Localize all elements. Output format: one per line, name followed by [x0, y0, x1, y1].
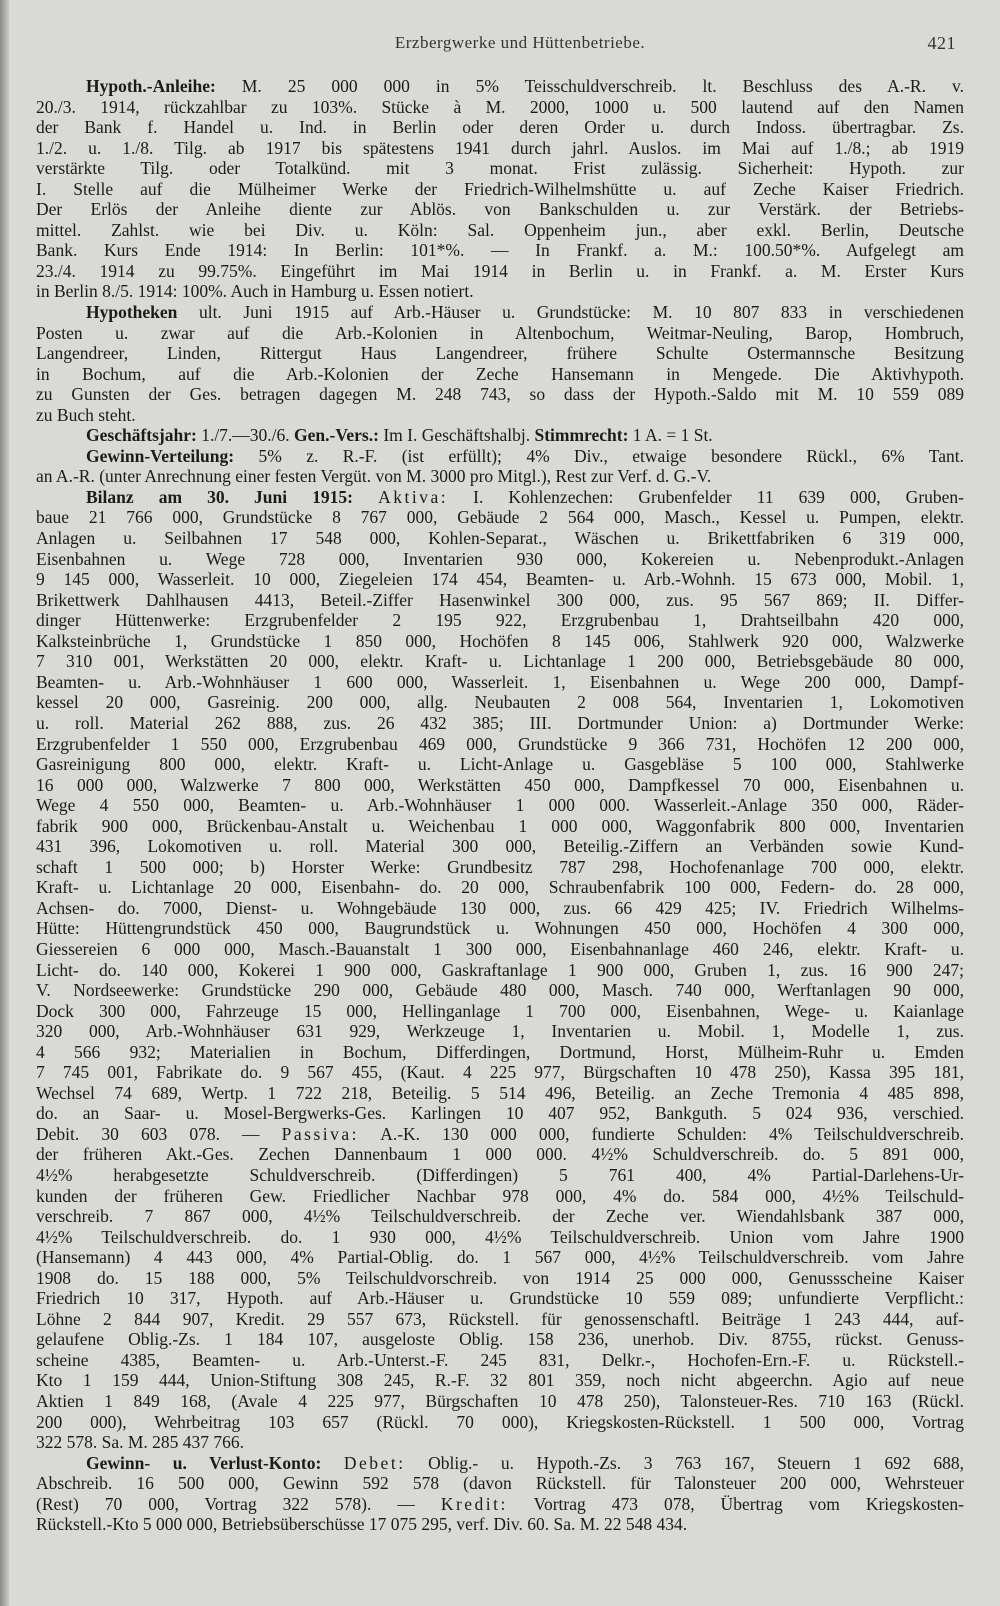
text-segment: Anlagen u. Seilbahnen 17 548 000, Kohlen-Separat., Wäschen u. Brikettfabriken 6 319 000, [36, 528, 964, 549]
text-line [36, 138, 964, 159]
text-line [36, 1391, 964, 1412]
text-line [36, 343, 964, 364]
text-segment: schaft 1 500 000; b) Horster Werke: Grundbesitz 787 298, Hochofenanlage 700 000, elektr. [36, 856, 964, 877]
text-segment: 16 000 000, Walzwerke 7 800 000, Werkstätten 450 000, Dampfkessel 70 000, Eisenbahnen u. [36, 774, 964, 795]
text-line [36, 1432, 964, 1453]
text-segment: Im I. Geschäftshalbj. [378, 425, 535, 446]
text-line [36, 816, 964, 837]
text-segment: dinger Hüttenwerke: Erzgrubenfelder 2 195 922, Erzgrubenbau 1, Drahtseilbahn 420 000, [36, 610, 964, 631]
page-number: 421 [927, 33, 956, 53]
text-segment: mittel. Zahlst. wie bei Div. u. Köln: Sal. Oppenheim jun., aber exkl. Berlin, Deutsche [36, 219, 964, 240]
text-segment: Vortrag 473 078, Übertrag vom Kriegskosten- [507, 1493, 964, 1514]
text-segment: u. roll. Material 262 888, zus. 26 432 385; III. Dortmunder Union: a) Dortmunder Werke: [36, 712, 964, 733]
text-line [36, 1494, 964, 1515]
text-segment: gelaufene Oblig.-Zs. 1 184 107, ausgeloste Oblig. 158 236, unerhob. Div. 8755, rückst. Genuss- [36, 1329, 964, 1350]
text-line [36, 1124, 964, 1145]
text-segment: Giessereien 6 000 000, Masch.-Bauanstalt 1 300 000, Eisenbahnanlage 460 246, elektr. Kraft- u. [36, 938, 964, 959]
text-line [36, 672, 964, 693]
text-segment: Gasreinigung 800 000, elektr. Kraft- u. Licht-Anlage u. Gasgebläse 5 100 000, Stahlwerke [36, 754, 964, 775]
text-line [36, 1206, 964, 1227]
text-segment: 5% z. R.-F. (ist erfüllt); 4% Div., etwaige besondere Rückl., 6% Tant. [234, 445, 964, 466]
spaced-label: Kredit: [440, 1493, 508, 1514]
text-line [36, 1227, 964, 1248]
text-line [36, 939, 964, 960]
text-line [36, 1473, 964, 1494]
text-segment: Löhne 2 844 907, Kredit. 29 557 673, Rückstell. für genossenschaftl. Beiträge 1 243 444, auf- [36, 1308, 964, 1329]
text-segment: 20./3. 1914, rückzahlbar zu 103%. Stücke à M. 2000, 1000 u. 500 lautend auf den Namen [36, 96, 964, 117]
text-line [36, 569, 964, 590]
spaced-label: Passiva: [281, 1123, 360, 1144]
paragraph [36, 1453, 964, 1535]
text-segment: Kraft- u. Lichtanlage 20 000, Eisenbahn- do. 20 000, Schraubenfabrik 100 000, Federn- do. 28 000, [36, 877, 964, 898]
section-heading: Gewinn- u. Verlust-Konto: [86, 1452, 322, 1473]
text-segment: kessel 20 000, Gasreinig. 200 000, allg. Neubauten 2 008 564, Inventarien 1, Lokomotiven [36, 692, 964, 713]
text-line [36, 261, 964, 282]
text-line [36, 1514, 964, 1535]
text-segment: scheine 4385, Beamten- u. Arb.-Unterst.-F. 245 831, Delkr.-, Hochofen-Ern.-F. u. Rückstell.- [36, 1349, 964, 1370]
text-segment: Kalksteinbrüche 1, Grundstücke 1 850 000, Hochöfen 8 145 006, Stahlwerk 920 000, Walzwerke [36, 630, 964, 651]
running-head [0, 33, 1000, 57]
text-line [36, 754, 964, 775]
text-segment: fabrik 900 000, Brückenbau-Anstalt u. Weichenbau 1 000 000, Waggonfabrik 800 000, Inventarien [36, 815, 964, 836]
text-line [36, 487, 964, 508]
text-segment: Der Erlös der Anleihe diente zur Ablös. von Bankschulden u. zur Verstärk. der Betriebs- [36, 199, 964, 220]
text-line [36, 631, 964, 652]
text-line [36, 1144, 964, 1165]
text-segment: 7 310 001, Werkstätten 20 000, elektr. Kraft- u. Lichtanlage 1 200 000, Betriebsgebäude 80 000, [36, 651, 964, 672]
text-line [36, 117, 964, 138]
text-line [36, 1103, 964, 1124]
text-line [36, 97, 964, 118]
text-segment [353, 487, 378, 507]
text-segment: der früheren Akt.-Ges. Zechen Dannenbaum 1 000 000. 4½% Schuldverschreib. do. 5 891 000, [36, 1144, 964, 1165]
text-line [36, 323, 964, 344]
text-line [36, 1186, 964, 1207]
text-line [36, 836, 964, 857]
text-line [36, 1001, 964, 1022]
text-line [36, 466, 964, 487]
section-heading: Bilanz am 30. Juni 1915: [86, 486, 354, 507]
text-segment: in Berlin 8./5. 1914: 100%. Auch in Hamburg u. Essen notiert. [36, 281, 474, 302]
text-segment: Wege 4 550 000, Beamten- u. Arb.-Wohnhäuser 1 000 000. Wasserleit.-Anlage 350 000, Räder- [36, 795, 964, 816]
text-segment: 4½% herabgesetzte Schuldverschreib. (Differdingen) 5 761 400, 4% Partial-Darlehens-Ur- [36, 1164, 964, 1185]
text-segment: 431 396, Lokomotiven u. roll. Material 300 000, Beteilig.-Ziffern an Verbänden sowie Kund- [36, 836, 964, 857]
document-body [36, 76, 964, 1535]
text-line [36, 405, 964, 426]
text-line [36, 734, 964, 755]
text-segment: Hütte: Hüttengrundstück 450 000, Baugrundstück u. Wohnungen 450 000, Hochöfen 4 300 000, [36, 918, 964, 939]
text-line [36, 1370, 964, 1391]
text-segment: I. Kohlenzechen: Grubenfelder 11 639 000, Gruben- [448, 486, 964, 507]
text-line [36, 549, 964, 570]
text-segment: baue 21 766 000, Grundstücke 8 767 000, Gebäude 2 564 000, Masch., Kessel u. Pumpen, elektr. [36, 507, 964, 528]
paragraph [36, 425, 964, 446]
text-line [36, 302, 964, 323]
paragraph [36, 487, 964, 1453]
text-line [36, 240, 964, 261]
text-segment: Licht- do. 140 000, Kokerei 1 900 000, Gaskraftanlage 1 900 000, Gruben 1, zus. 16 900 247; [36, 959, 964, 980]
paragraph [36, 446, 964, 487]
text-line [36, 795, 964, 816]
text-segment: 9 145 000, Wasserleit. 10 000, Ziegeleien 174 454, Beamten- u. Arb.-Wohnh. 15 673 000, Mobil. 1, [36, 569, 964, 590]
text-line [36, 1453, 964, 1474]
running-title: Erzbergwerke und Hüttenbetriebe. [394, 33, 646, 52]
text-segment: in Bochum, auf die Arb.-Kolonien der Zeche Hansemann in Mengede. Die Aktivhypoth. [36, 363, 964, 384]
text-line [36, 507, 964, 528]
text-segment: Oblig.- u. Hypoth.-Zs. 3 763 167, Steuern 1 692 688, [405, 1452, 965, 1473]
text-line [36, 1165, 964, 1186]
text-segment: Wechsel 74 689, Wertp. 1 722 218, Beteilig. 5 514 496, Beteilig. an Zeche Tremonia 4 485 898, [36, 1082, 964, 1103]
text-segment: Langendreer, Linden, Rittergut Haus Langendreer, frühere Schulte Ostermannsche Besitzung [36, 343, 964, 364]
text-segment: 1./2. u. 1./8. Tilg. ab 1917 bis spätestens 1941 durch jahrl. Auslos. im Mai auf 1./8.; ab 1919 [36, 137, 964, 158]
text-line [36, 281, 964, 302]
text-line [36, 425, 964, 446]
text-segment: 4 566 932; Materialien in Bochum, Differdingen, Dortmund, Horst, Mülheim-Ruhr u. Emden [36, 1041, 964, 1062]
text-segment: Debit. 30 603 078. — [36, 1123, 282, 1144]
text-line [36, 1412, 964, 1433]
text-segment: 4½% Teilschuldverschreib. do. 1 930 000, 4½% Teilschuldverschreib. Union vom Jahre 1900 [36, 1226, 964, 1247]
text-segment: Brikettwerk Dahlhausen 4413, Beteil.-Ziffer Hasenwinkel 300 000, zus. 95 567 869; II. Differ- [36, 589, 964, 610]
text-line [36, 384, 964, 405]
text-line [36, 1350, 964, 1371]
text-segment: 200 000), Wehrbeitrag 103 657 (Rückl. 70 000), Kriegskosten-Rückstell. 1 500 000, Vortrag [36, 1411, 964, 1432]
text-segment: (Rest) 70 000, Vortrag 322 578). — [36, 1493, 441, 1514]
text-line [36, 1083, 964, 1104]
text-segment: Abschreib. 16 500 000, Gewinn 592 578 (davon Rückstell. für Talonsteuer 200 000, Wehrsteuer [36, 1473, 964, 1494]
section-heading: Hypotheken [86, 302, 178, 323]
text-segment: an A.-R. (unter Anrechnung einer festen Vergüt. von M. 3000 pro Mitgl.), Rest zur Verf. d. G.-V. [36, 466, 712, 487]
text-line [36, 1268, 964, 1289]
text-segment: A.-K. 130 000 000, fundierte Schulden: 4% Teilschuldverschreib. [359, 1123, 964, 1144]
text-line [36, 898, 964, 919]
text-segment: V. Nordseewerke: Grundstücke 290 000, Gebäude 480 000, Masch. 740 000, Werftanlagen 90 000, [36, 980, 964, 1001]
text-line [36, 692, 964, 713]
text-segment: 7 745 001, Fabrikate do. 9 567 455, (Kaut. 4 225 977, Bürgschaften 10 478 250), Kassa 395 181, [36, 1062, 964, 1083]
text-segment: verschreib. 7 867 000, 4½% Teilschuldverschreib. der Zeche ver. Wiendahlsbank 387 000, [36, 1206, 964, 1227]
text-segment: Friedrich 10 317, Hypoth. auf Arb.-Häuser u. Grundstücke 10 559 089; unfundierte Verpflicht.: [36, 1288, 964, 1309]
text-segment: Posten u. zwar auf die Arb.-Kolonien in Altenbochum, Weitmar-Neuling, Barop, Hombruch, [36, 322, 964, 343]
text-segment: Eisenbahnen u. Wege 728 000, Inventarien 930 000, Kokereien u. Nebenprodukt.-Anlagen [36, 548, 964, 569]
text-segment: 322 578. Sa. M. 285 437 766. [36, 1432, 245, 1453]
text-segment: I. Stelle auf die Mülheimer Werke der Friedrich-Wilhelmshütte u. auf Zeche Kaiser Friedrich. [36, 178, 964, 199]
text-segment: Aktien 1 849 168, (Avale 4 225 977, Bürgschaften 10 478 250), Talonsteuer-Res. 710 163 (Rückl. [36, 1391, 964, 1411]
text-segment: Kto 1 159 444, Union-Stiftung 308 245, R.-F. 32 801 359, noch nicht abgeerchn. Agio auf neue [36, 1370, 964, 1391]
text-segment: Erzgrubenfelder 1 550 000, Erzgrubenbau 469 000, Grundstücke 9 366 731, Hochöfen 12 200 000, [36, 733, 964, 754]
text-segment: Dock 300 000, Fahrzeuge 15 000, Hellinganlage 1 700 000, Eisenbahnen, Wege- u. Kaianlage [36, 1000, 964, 1021]
text-segment: verstärkte Tilg. oder Totalkünd. mit 3 monat. Frist zulässig. Sicherheit: Hypoth. zur [36, 158, 964, 179]
text-segment: kunden der früheren Gew. Friedlicher Nachbar 978 000, 4% do. 584 000, 4½% Teilschuld- [36, 1185, 964, 1206]
text-segment: Bank. Kurs Ende 1914: In Berlin: 101*%. — In Frankf. a. M.: 100.50*%. Aufgelegt am [36, 240, 964, 261]
text-line [36, 158, 964, 179]
section-heading: Stimmrecht: [534, 425, 629, 446]
text-line [36, 610, 964, 631]
text-line [36, 179, 964, 200]
text-segment: 1./7.—30./6. [196, 425, 295, 446]
section-heading: Gen.-Vers.: [294, 425, 379, 446]
text-line [36, 1309, 964, 1330]
text-line [36, 857, 964, 878]
text-line [36, 960, 964, 981]
text-line [36, 528, 964, 549]
text-segment: M. 25 000 000 in 5% Teisschuldverschreib. lt. Beschluss des A.-R. v. [215, 76, 964, 96]
text-segment: zu Buch steht. [36, 404, 136, 425]
section-heading: Gewinn-Verteilung: [86, 445, 235, 466]
text-segment: do. an Saar- u. Mosel-Bergwerks-Ges. Karlingen 10 407 952, Bankguth. 5 024 936, verschied. [36, 1103, 964, 1124]
text-segment: Beamten- u. Arb.-Wohnhäuser 1 600 000, Wasserleit. 1, Eisenbahnen u. Wege 200 000, Dampf- [36, 671, 964, 692]
text-segment: zu Gunsten der Ges. betragen dagegen M. 248 743, so dass der Hypoth.-Saldo mit M. 10 559 089 [36, 384, 964, 405]
text-line [36, 651, 964, 672]
text-line [36, 918, 964, 939]
text-segment: 1 A. = 1 St. [628, 425, 713, 446]
text-segment: Achsen- do. 7000, Dienst- u. Wohngebäude 130 000, zus. 66 429 425; IV. Friedrich Wilhelms- [36, 897, 964, 918]
text-line [36, 713, 964, 734]
spaced-label: Debet: [343, 1452, 406, 1473]
text-line [36, 220, 964, 241]
text-segment: 320 000, Arb.-Wohnhäuser 631 929, Werkzeuge 1, Inventarien u. Mobil. 1, Modelle 1, zus. [36, 1021, 964, 1042]
paragraph [36, 76, 964, 302]
spaced-label: Aktiva: [378, 486, 449, 507]
text-segment: 23./4. 1914 zu 99.75%. Eingeführt im Mai 1914 in Berlin u. in Frankf. a. M. Erster Kurs [36, 260, 964, 281]
section-heading: Geschäftsjahr: [86, 425, 197, 446]
text-line [36, 446, 964, 467]
text-line [36, 199, 964, 220]
text-segment [321, 1453, 344, 1473]
text-line [36, 1329, 964, 1350]
text-segment: (Hansemann) 4 443 000, 4% Partial-Oblig. do. 1 567 000, 4½% Teilschuldverschreib. vom Jahre [36, 1247, 964, 1268]
text-line [36, 1021, 964, 1042]
paragraph [36, 302, 964, 425]
text-line [36, 775, 964, 796]
text-segment: Rückstell.-Kto 5 000 000, Betriebsüberschüsse 17 075 295, verf. Div. 60. Sa. M. 22 548 434. [36, 1514, 688, 1535]
text-line [36, 1062, 964, 1083]
text-line [36, 877, 964, 898]
text-segment: 1908 do. 15 188 000, 5% Teilschuldvorschreib. von 1914 25 000 000, Genussscheine Kaiser [36, 1267, 964, 1288]
text-line [36, 1247, 964, 1268]
scan-page-edge [0, 0, 9, 1606]
section-heading: Hypoth.-Anleihe: [86, 76, 216, 96]
text-line [36, 1288, 964, 1309]
text-segment: ult. Juni 1915 auf Arb.-Häuser u. Grundstücke: M. 10 807 833 in verschiedenen [177, 302, 964, 323]
text-line [36, 364, 964, 385]
text-line [36, 590, 964, 611]
text-line [36, 980, 964, 1001]
text-line [36, 76, 964, 97]
text-line [36, 1042, 964, 1063]
text-segment: der Bank f. Handel u. Ind. in Berlin oder deren Order u. durch Indoss. übertragbar. Zs. [36, 117, 964, 138]
